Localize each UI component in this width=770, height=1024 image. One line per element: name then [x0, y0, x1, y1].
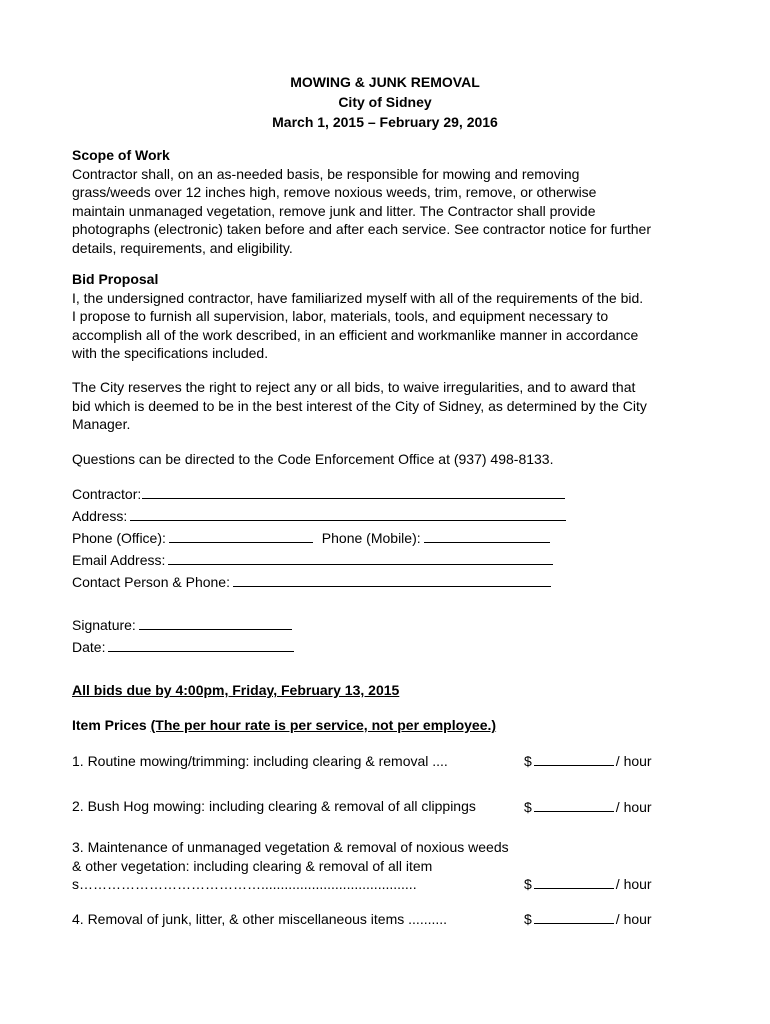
contact-row — [72, 572, 551, 592]
bid-heading: Bid Proposal — [72, 271, 159, 287]
item-prices-note: (The per hour rate is per service, not per employee.) — [150, 717, 497, 733]
hourly-rate-field[interactable] — [534, 874, 614, 889]
bid-line: with the specifications included. — [72, 345, 269, 361]
address-field[interactable] — [130, 506, 566, 521]
scope-line: details, requirements, and eligibility. — [72, 239, 293, 256]
bid-section — [72, 270, 712, 363]
email-label: Email Address: — [72, 552, 166, 568]
email-row — [72, 550, 553, 570]
email-field[interactable] — [168, 550, 553, 565]
hourly-rate-field[interactable] — [534, 797, 614, 812]
price-item: 1. Routine mowing/trimming: including clearing & removal .... — [72, 753, 448, 769]
price-item: 2. Bush Hog mowing: including clearing & removal of all clippings — [72, 798, 476, 814]
price-entry — [524, 751, 652, 771]
phone-row — [72, 528, 550, 548]
item-prices-heading — [72, 715, 496, 735]
phone-mobile-label: Phone (Mobile): — [321, 530, 421, 546]
price-entry — [524, 874, 652, 894]
dollar-sign: $ — [524, 799, 532, 815]
document-title: MOWING & JUNK REMOVAL — [290, 74, 480, 90]
contractor-field[interactable] — [142, 484, 565, 499]
scope-line: maintain unmanaged vegetation, remove junk and litter. The Contractor shall provide — [72, 202, 596, 219]
scope-line: grass/weeds over 12 inches high, remove noxious weeds, trim, remove, or otherwise — [72, 184, 597, 200]
phone-mobile-field[interactable] — [424, 528, 550, 543]
questions-text: Questions can be directed to the Code Enforcement Office at (937) 498-8133. — [72, 451, 554, 467]
bids-due-notice: All bids due by 4:00pm, Friday, February 13, 2015 — [72, 682, 400, 698]
bid-line: I propose to furnish all supervision, labor, materials, tools, and equipment necessary to — [72, 308, 609, 324]
signature-row — [72, 615, 292, 635]
per-hour-label: / hour — [615, 911, 652, 927]
hourly-rate-field[interactable] — [534, 751, 614, 766]
address-row — [72, 506, 566, 526]
contact-field[interactable] — [233, 572, 551, 587]
date-row — [72, 637, 294, 657]
date-label: Date: — [72, 639, 106, 655]
scope-line: photographs (electronic) taken before and after each service. See contractor notice for further — [72, 221, 651, 237]
price-entry — [524, 909, 652, 929]
city-name: City of Sidney — [338, 94, 432, 110]
document-header — [0, 72, 770, 132]
per-hour-label: / hour — [615, 876, 652, 892]
dollar-sign: $ — [524, 911, 532, 927]
price-item: 4. Removal of junk, litter, & other miscellaneous items .......... — [72, 911, 448, 927]
reserve-line: The City reserves the right to reject any or all bids, to waive irregularities, and to award that — [72, 379, 636, 395]
per-hour-label: / hour — [615, 799, 652, 815]
date-field[interactable] — [108, 637, 294, 652]
dollar-sign: $ — [524, 876, 532, 892]
signature-label: Signature: — [72, 617, 136, 633]
address-label: Address: — [72, 508, 128, 524]
scope-line: Contractor shall, on an as-needed basis, be responsible for mowing and removing — [72, 165, 580, 182]
price-entry — [524, 797, 652, 817]
item-prices-label: Item Prices — [72, 717, 147, 733]
reserve-line: bid which is deemed to be in the best interest of the City of Sidney, as determined by the City — [72, 397, 647, 414]
contract-period: March 1, 2015 – February 29, 2016 — [272, 114, 498, 130]
signature-field[interactable] — [139, 615, 292, 630]
reserve-section — [72, 378, 712, 434]
scope-heading: Scope of Work — [72, 147, 170, 163]
scope-section — [72, 146, 712, 257]
contractor-label: Contractor: — [72, 486, 142, 502]
reserve-line: Manager. — [72, 416, 131, 432]
contractor-row — [72, 484, 565, 504]
per-hour-label: / hour — [615, 753, 652, 769]
phone-office-label: Phone (Office): — [72, 530, 166, 546]
bid-line: I, the undersigned contractor, have familiarized myself with all of the requirements of the bid. — [72, 289, 644, 306]
bid-line: accomplish all of the work described, in an efficient and workmanlike manner in accordance — [72, 326, 639, 343]
hourly-rate-field[interactable] — [534, 909, 614, 924]
price-item: 3. Maintenance of unmanaged vegetation & removal of noxious weeds & other vegetation: including clearing & removal of all items…………………………………........................................ — [72, 839, 509, 892]
phone-office-field[interactable] — [169, 528, 313, 543]
contact-label: Contact Person & Phone: — [72, 574, 230, 590]
dollar-sign: $ — [524, 753, 532, 769]
